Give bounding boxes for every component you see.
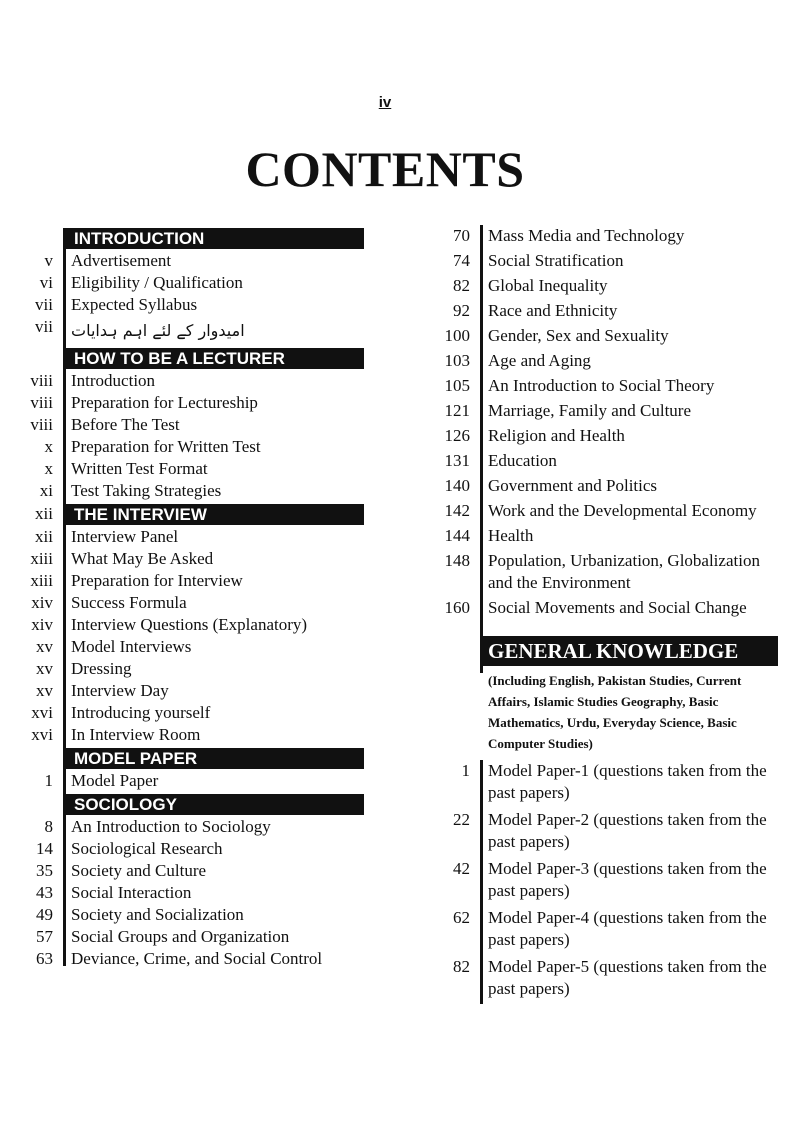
entry-title: Preparation for Interview [71, 571, 243, 590]
page-ref: 1 [44, 771, 53, 790]
general-knowledge-heading: GENERAL KNOWLEDGE [482, 636, 778, 666]
toc-entry[interactable] [430, 450, 790, 472]
page-ref: 121 [444, 401, 470, 420]
section-heading: INTRODUCTION [66, 228, 364, 249]
section-heading: HOW TO BE A LECTURER [66, 348, 364, 369]
toc-entry[interactable] [430, 400, 790, 422]
entry-title: Social Movements and Social Change [488, 598, 747, 617]
entry-title: Race and Ethnicity [488, 301, 618, 320]
toc-entry[interactable] [430, 275, 790, 297]
section-heading-row [0, 226, 366, 250]
toc-entry[interactable] [430, 475, 790, 497]
toc-entry[interactable] [430, 325, 790, 347]
page-ref: 160 [444, 598, 470, 617]
entry-title: Introduction [71, 371, 156, 390]
page-ref: v [44, 251, 53, 270]
contents-left-column [0, 226, 366, 970]
toc-entry[interactable] [0, 392, 366, 414]
entry-title: What May Be Asked [71, 549, 214, 568]
page-ref: 82 [453, 957, 470, 976]
entry-title: Social Stratification [488, 251, 624, 270]
entry-title: Model Paper-1 (questions taken from the past papers) [488, 761, 767, 802]
entry-title: Social Interaction [71, 883, 192, 902]
entry-title: Introducing yourself [71, 703, 211, 722]
general-knowledge-entries [430, 760, 790, 1000]
toc-entry[interactable] [430, 375, 790, 397]
page-ref: viii [30, 415, 53, 434]
toc-entry[interactable] [430, 300, 790, 322]
entry-title: Age and Aging [488, 351, 591, 370]
page-ref: xvi [31, 703, 53, 722]
page-ref: 82 [453, 276, 470, 295]
page-ref: xiii [30, 571, 53, 590]
toc-entry[interactable] [430, 956, 790, 1000]
toc-entry[interactable] [0, 680, 366, 702]
entry-title: Model Paper-5 (questions taken from the past papers) [488, 957, 767, 998]
general-knowledge-description: (Including English, Pakistan Studies, Current Affairs, Islamic Studies Geography, Basic Mathematics, Urdu, Everyday Science, Basic Computer Studies) [488, 673, 742, 751]
contents-right-column [430, 225, 790, 1005]
page-ref: 140 [444, 476, 470, 495]
page-ref: 14 [36, 839, 53, 858]
entry-title: Education [488, 451, 557, 470]
section-heading-row [0, 792, 366, 816]
toc-entry[interactable] [0, 904, 366, 926]
entry-title: Mass Media and Technology [488, 226, 685, 245]
page-ref: 144 [444, 526, 470, 545]
toc-entry[interactable] [430, 809, 790, 853]
page-ref: 70 [453, 226, 470, 245]
entry-title: Society and Culture [71, 861, 207, 880]
toc-entry[interactable] [0, 702, 366, 724]
urdu-entry-title: امیدوار کے لئے اہم ہدایات [71, 321, 245, 340]
toc-entry[interactable] [0, 480, 366, 502]
page-ref: xv [36, 681, 53, 700]
toc-entry[interactable] [430, 225, 790, 247]
toc-entry[interactable] [0, 370, 366, 392]
toc-entry[interactable] [430, 525, 790, 547]
toc-entry[interactable] [0, 436, 366, 458]
page-number: iv [378, 94, 392, 111]
page-title: CONTENTS [245, 141, 525, 197]
section-heading-row [0, 746, 366, 770]
page-ref: 103 [444, 351, 470, 370]
entry-title: Society and Socialization [71, 905, 244, 924]
page-ref: vi [39, 273, 53, 292]
page-ref: 57 [36, 927, 53, 946]
entry-title: Interview Questions (Explanatory) [71, 615, 308, 634]
toc-entry[interactable] [430, 858, 790, 902]
entry-title: Global Inequality [488, 276, 608, 295]
page-ref: 35 [36, 861, 53, 880]
page-ref: 49 [36, 905, 53, 924]
toc-entry[interactable] [430, 907, 790, 951]
section-heading-row [0, 346, 366, 370]
toc-entry[interactable] [430, 597, 790, 619]
toc-entry[interactable] [430, 350, 790, 372]
entry-title: Government and Politics [488, 476, 658, 495]
toc-entry[interactable] [0, 272, 366, 294]
page-ref: vii [35, 295, 53, 314]
entry-title: Model Paper-2 (questions taken from the past papers) [488, 810, 767, 851]
entry-title: Expected Syllabus [71, 295, 198, 314]
toc-entry[interactable] [0, 948, 366, 970]
page-ref: 1 [461, 761, 470, 780]
toc-entry[interactable] [0, 838, 366, 860]
toc-entry[interactable] [0, 658, 366, 680]
toc-entry[interactable] [0, 294, 366, 316]
toc-entry[interactable] [0, 926, 366, 948]
right-entries [430, 225, 790, 619]
page-ref: 63 [36, 949, 53, 968]
page-ref: x [44, 459, 53, 478]
toc-entry[interactable] [0, 860, 366, 882]
page-ref: x [44, 437, 53, 456]
entry-title: Model Interviews [71, 637, 192, 656]
entry-title: In Interview Room [71, 725, 201, 744]
toc-entry[interactable] [0, 316, 366, 346]
toc-entry[interactable] [430, 500, 790, 522]
page-ref: 148 [444, 551, 470, 570]
toc-entry[interactable] [0, 250, 366, 272]
page-ref: xiii [30, 549, 53, 568]
entry-title: Marriage, Family and Culture [488, 401, 692, 420]
toc-entry[interactable] [0, 526, 366, 548]
entry-title: Sociological Research [71, 839, 223, 858]
page-ref: vii [35, 317, 53, 336]
section-heading: SOCIOLOGY [66, 794, 364, 815]
page-ref: 100 [444, 326, 470, 345]
entry-title: Eligibility / Qualification [71, 273, 243, 292]
section-heading-row [0, 502, 366, 526]
entry-title: Written Test Format [71, 459, 208, 478]
entry-title: Advertisement [71, 251, 172, 270]
page-ref: xiv [31, 615, 53, 634]
section-heading: MODEL PAPER [66, 748, 364, 769]
page-ref: 43 [36, 883, 53, 902]
entry-title: Work and the Developmental Economy [488, 501, 757, 520]
toc-entry[interactable] [0, 592, 366, 614]
toc-entry[interactable] [430, 250, 790, 272]
page-ref: xv [36, 659, 53, 678]
entry-title: Dressing [71, 659, 132, 678]
entry-title: Population, Urbanization, Globalization and the Environment [488, 551, 760, 592]
page-ref: xv [36, 637, 53, 656]
entry-title: Interview Panel [71, 527, 179, 546]
toc-entry[interactable] [0, 614, 366, 636]
page-ref: 42 [453, 859, 470, 878]
page-ref: 62 [453, 908, 470, 927]
page-ref: 142 [444, 501, 470, 520]
toc-entry[interactable] [0, 882, 366, 904]
page-ref: xii [35, 527, 53, 546]
page-ref: xii [35, 504, 53, 523]
page-ref: 22 [453, 810, 470, 829]
entry-title: Gender, Sex and Sexuality [488, 326, 669, 345]
toc-entry[interactable] [0, 636, 366, 658]
toc-entry[interactable] [0, 458, 366, 480]
page-ref: 8 [44, 817, 53, 836]
toc-entry[interactable] [0, 548, 366, 570]
toc-entry[interactable] [430, 550, 790, 594]
page-ref: 126 [444, 426, 470, 445]
page-ref: 105 [444, 376, 470, 395]
page-ref: viii [30, 371, 53, 390]
entry-title: An Introduction to Sociology [71, 817, 271, 836]
toc-entry[interactable] [0, 770, 366, 792]
entry-title: Health [488, 526, 534, 545]
page-ref: 74 [453, 251, 470, 270]
toc-entry[interactable] [430, 425, 790, 447]
entry-title: Model Paper [71, 771, 159, 790]
toc-entry[interactable] [430, 760, 790, 804]
page-ref: xi [39, 481, 53, 500]
toc-entry[interactable] [0, 414, 366, 436]
entry-title: Before The Test [71, 415, 180, 434]
entry-title: Preparation for Lectureship [71, 393, 258, 412]
page-ref: 131 [444, 451, 470, 470]
entry-title: An Introduction to Social Theory [488, 376, 715, 395]
toc-entry[interactable] [0, 570, 366, 592]
entry-title: Test Taking Strategies [71, 481, 222, 500]
entry-title: Model Paper-4 (questions taken from the past papers) [488, 908, 767, 949]
page-ref: 92 [453, 301, 470, 320]
entry-title: Religion and Health [488, 426, 625, 445]
entry-title: Success Formula [71, 593, 187, 612]
page-ref: xiv [31, 593, 53, 612]
entry-title: Preparation for Written Test [71, 437, 261, 456]
entry-title: Interview Day [71, 681, 169, 700]
toc-entry[interactable] [0, 816, 366, 838]
toc-entry[interactable] [0, 724, 366, 746]
entry-title: Social Groups and Organization [71, 927, 290, 946]
entry-title: Model Paper-3 (questions taken from the past papers) [488, 859, 767, 900]
entry-title: Deviance, Crime, and Social Control [71, 949, 323, 968]
page-ref: viii [30, 393, 53, 412]
section-heading: THE INTERVIEW [66, 504, 364, 525]
page-ref: xvi [31, 725, 53, 744]
